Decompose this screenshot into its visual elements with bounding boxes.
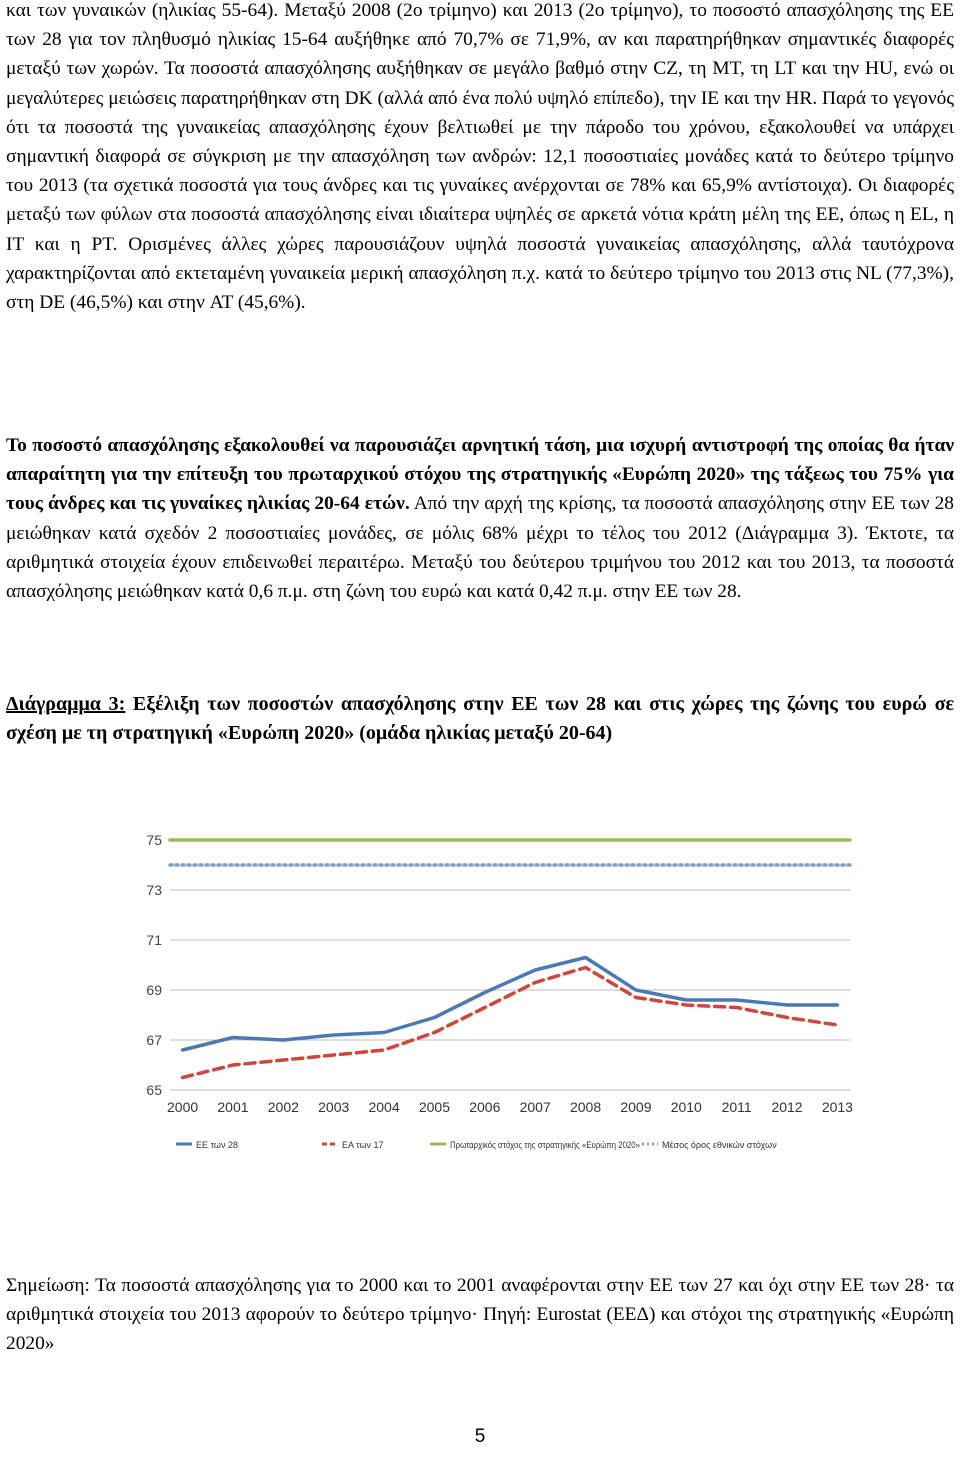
x-tick-label: 2000 — [167, 1099, 199, 1115]
series-line — [183, 958, 838, 1051]
legend-label: ΕΑ των 17 — [342, 1140, 384, 1150]
x-tick-label: 2008 — [569, 1099, 602, 1115]
chart-note: Σημείωση: Τα ποσοστά απασχόλησης για το 2000 και το 2001 αναφέρονται στην ΕΕ των 27 και όχι στην ΕΕ των 28· τα αριθμητικά στοιχεία του 2013 αφορούν το δεύτερο τρίμηνο· Πηγή: Eurostat (ΕΕΔ) και στόχοι της στρατηγικής «Ευρώπη 2020» — [6, 1275, 954, 1355]
x-tick-label: 2009 — [620, 1099, 652, 1115]
bold-statement: Το ποσοστό απασχόλησης εξακολουθεί να παρουσιάζει αρνητική τάση, μια ισχυρή αντιστροφή της οποίας θα ήταν απαραίτητη για την επίτευξη του πρωταρχικού στόχου της στρατηγικής «Ευρώπη 2020» της τάξεως του 75% για τους άνδρες και τις γυναίκες ηλικίας 20-64 ετών. — [6, 435, 954, 515]
figure-caption — [6, 690, 954, 748]
x-tick-label: 2002 — [267, 1099, 299, 1115]
chart-svg — [100, 820, 870, 1220]
x-tick-label: 2010 — [670, 1099, 702, 1115]
series-line — [183, 968, 838, 1078]
figure-caption-label: Διάγραμμα 3: — [6, 693, 126, 715]
x-tick-label: 2013 — [821, 1099, 853, 1115]
x-tick-label: 2011 — [721, 1099, 752, 1115]
legend-label: Πρωταρχικός στόχος της στρατηγικής «Ευρώπη 2020» — [450, 1140, 640, 1150]
x-tick-label: 2004 — [368, 1099, 400, 1115]
y-tick-label: 71 — [146, 932, 162, 948]
legend-label: Μέσος όρος εθνικών στόχων — [662, 1140, 777, 1150]
paragraph-continuation: Από την αρχή της κρίσης, τα ποσοστά απασχόλησης στην ΕΕ των 28 μειώθηκαν κατά σχεδόν 2 ποσοστιαίες μονάδες, σε μόλις 68% μέχρι το τέλος του 2012 (Διάγραμμα 3). Έκτοτε, τα αριθμητικά στοιχεία έχουν επιδεινωθεί περαιτέρω. Μεταξύ του δεύτερου τριμήνου του 2012 και του 2013, τα ποσοστά απασχόλησης μειώθηκαν κατά 0,6 π.μ. στη ζώνη του ευρώ και κατά 0,42 π.μ. στην ΕΕ των 28. — [6, 493, 954, 603]
legend-label: ΕΕ των 28 — [196, 1140, 238, 1150]
x-tick-label: 2012 — [771, 1099, 803, 1115]
page-number: 5 — [474, 1426, 486, 1447]
employment-rate-chart — [100, 820, 870, 1220]
figure-caption-text: Εξέλιξη των ποσοστών απασχόλησης στην ΕΕ των 28 και στις χώρες της ζώνης του ευρώ σε σχέση με τη στρατηγική «Ευρώπη 2020» (ομάδα ηλικίας μεταξύ 20-64) — [6, 693, 955, 745]
y-tick-label: 69 — [146, 982, 162, 998]
x-tick-label: 2003 — [318, 1099, 350, 1115]
x-tick-label: 2005 — [418, 1099, 451, 1115]
body-paragraph-employment-trend — [6, 431, 954, 606]
y-tick-label: 73 — [146, 882, 162, 898]
y-tick-label: 67 — [146, 1032, 162, 1048]
y-tick-label: 65 — [146, 1082, 162, 1098]
x-tick-label: 2006 — [469, 1099, 501, 1115]
body-paragraph-employment-gaps: και των γυναικών (ηλικίας 55-64). Μεταξύ 2008 (2ο τρίμηνο) και 2013 (2ο τρίμηνο), το ποσοστό απασχόλησης της ΕΕ των 28 για τον πληθυσμό ηλικίας 15-64 αυξήθηκε από 70,7% σε 71,9%, αν και παρατηρήθηκαν σημαντικές διαφορές μεταξύ των χωρών. Τα ποσοστά απασχόλησης αυξήθηκαν σε μεγάλο βαθμό στην CZ, τη MT, τη LT και την HU, ενώ οι μεγαλύτερες μειώσεις παρατηρήθηκαν στη DK (αλλά από ένα πολύ υψηλό επίπεδο), την IE και την HR. Παρά το γεγονός ότι τα ποσοστά της γυναικείας απασχόλησης έχουν βελτιωθεί με την πάροδο του χρόνου, εξακολουθεί να υπάρχει σημαντική διαφορά σε σύγκριση με την απασχόληση των ανδρών: 12,1 ποσοστιαίες μονάδες κατά το δεύτερο τρίμηνο του 2013 (τα σχετικά ποσοστά για τους άνδρες και τις γυναίκες ανέρχονται σε 78% και 65,9% αντίστοιχα). Οι διαφορές μεταξύ των φύλων στα ποσοστά απασχόλησης είναι ιδιαίτερα υψηλές σε αρκετά νότια κράτη μέλη της ΕΕ, όπως η EL, η IT και η PT. Ορισμένες άλλες χώρες παρουσιάζουν υψηλά ποσοστά γυναικείας απασχόλησης, αλλά ταυτόχρονα χαρακτηρίζονται από εκτεταμένη γυναικεία μερική απασχόληση π.χ. κατά το δεύτερο τρίμηνο του 2013 στις NL (77,3%), στη DE (46,5%) και στην AT (45,6%). — [6, 0, 954, 314]
x-tick-label: 2007 — [519, 1099, 551, 1115]
x-tick-label: 2001 — [217, 1099, 249, 1115]
y-tick-label: 75 — [146, 832, 162, 848]
